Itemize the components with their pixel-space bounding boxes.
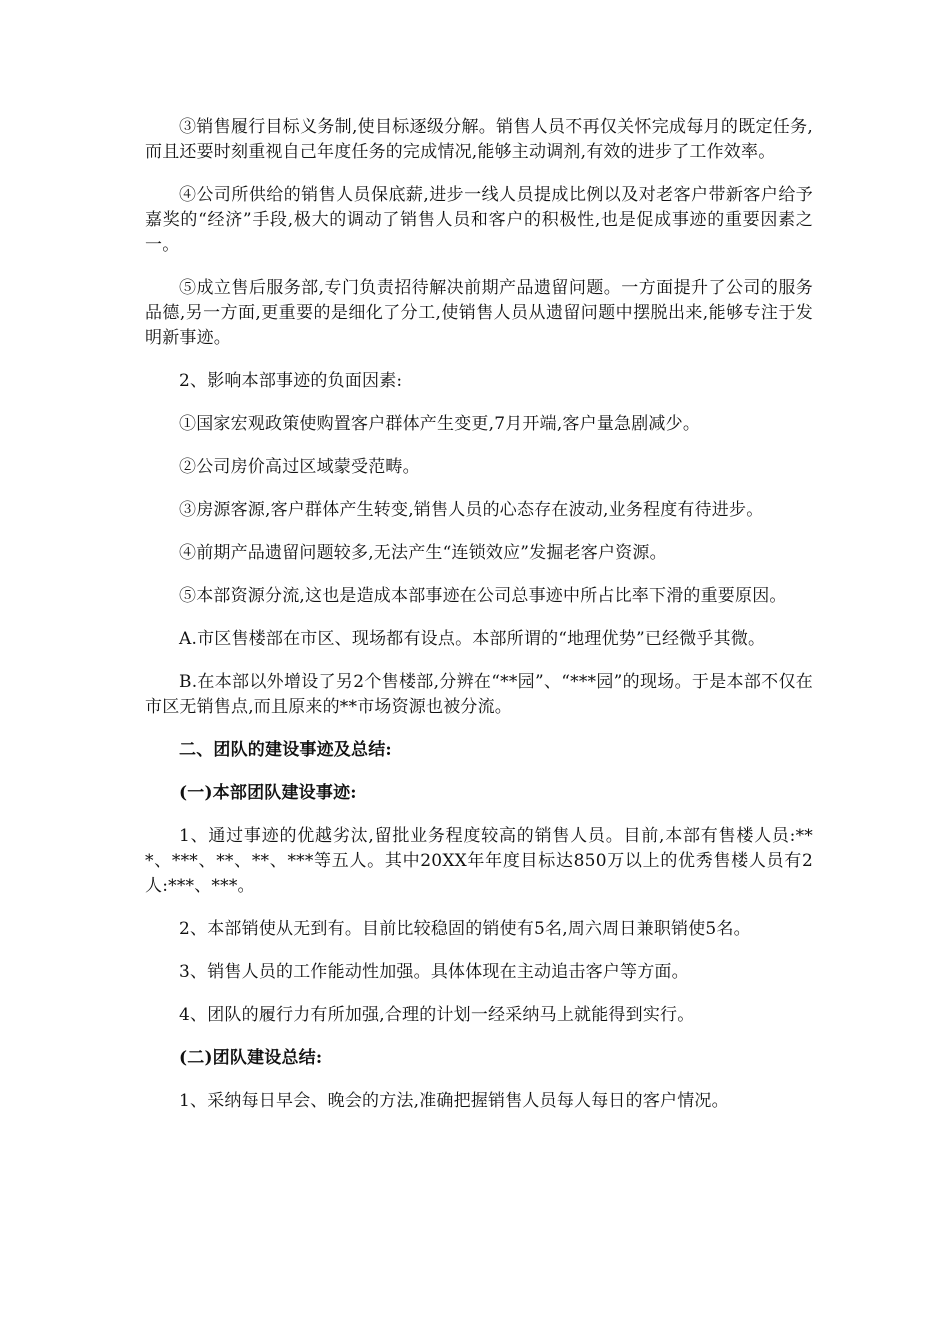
paragraph-negative-5: ⑤本部资源分流,这也是造成本部事迹在公司总事迹中所占比率下滑的重要原因。: [179, 586, 787, 606]
paragraph-target-responsibility: ③销售履行目标义务制,使目标逐级分解。销售人员不再仅关怀完成每月的既定任务,而且还要时刻重视自己年度任务的完成情况,能够主动调剂,有效的进步了工作效率。: [145, 117, 813, 162]
document-body: [145, 115, 813, 1132]
paragraph-summary-1: 1、采纳每日早会、晚会的方法,准确把握销售人员每人每日的客户情况。: [179, 1091, 729, 1111]
paragraph-point-a: A.市区售楼部在市区、现场都有设点。本部所谓的“地理优势”已经微乎其微。: [179, 629, 766, 649]
paragraph-after-sales: ⑤成立售后服务部,专门负责招待解决前期产品遗留问题。一方面提升了公司的服务品德,另一方面,更重要的是细化了分工,使销售人员从遗留问题中摆脱出来,能够专注于发明新事迹。: [145, 278, 813, 348]
paragraph-team-2: 2、本部销使从无到有。目前比较稳固的销使有5名,周六周日兼职销使5名。: [179, 919, 751, 939]
paragraph-point-b: B.在本部以外增设了另2个售楼部,分辨在“**园”、“***园”的现场。于是本部不仅在市区无销售点,而且原来的**市场资源也被分流。: [145, 672, 813, 717]
subsection-heading-team-achievements: (一)本部团队建设事迹:: [179, 783, 357, 803]
paragraph-negative-4: ④前期产品遗留问题较多,无法产生“连锁效应”发掘老客户资源。: [179, 543, 667, 563]
paragraph-negative-3: ③房源客源,客户群体产生转变,销售人员的心态存在波动,业务程度有待进步。: [179, 500, 764, 520]
paragraph-negative-1: ①国家宏观政策使购置客户群体产生变更,7月开端,客户量急剧减少。: [179, 414, 701, 434]
paragraph-team-3: 3、销售人员的工作能动性加强。具体体现在主动追击客户等方面。: [179, 962, 689, 982]
paragraph-negative-factors: 2、影响本部事迹的负面因素:: [179, 371, 403, 391]
section-heading-team: 二、团队的建设事迹及总结:: [179, 740, 392, 760]
paragraph-base-salary: ④公司所供给的销售人员保底薪,进步一线人员提成比例以及对老客户带新客户给予嘉奖的“经济”手段,极大的调动了销售人员和客户的积极性,也是促成事迹的重要因素之一。: [145, 185, 813, 255]
subsection-heading-team-summary: (二)团队建设总结:: [179, 1048, 323, 1068]
paragraph-team-4: 4、团队的履行力有所加强,合理的计划一经采纳马上就能得到实行。: [179, 1005, 695, 1025]
paragraph-team-1: 1、通过事迹的优越劣汰,留批业务程度较高的销售人员。目前,本部有售楼人员:***、***、**、**、***等五人。其中20XX年年度目标达850万以上的优秀售楼人员有2人:***、***。: [145, 826, 813, 896]
paragraph-negative-2: ②公司房价高过区域蒙受范畴。: [179, 457, 420, 477]
